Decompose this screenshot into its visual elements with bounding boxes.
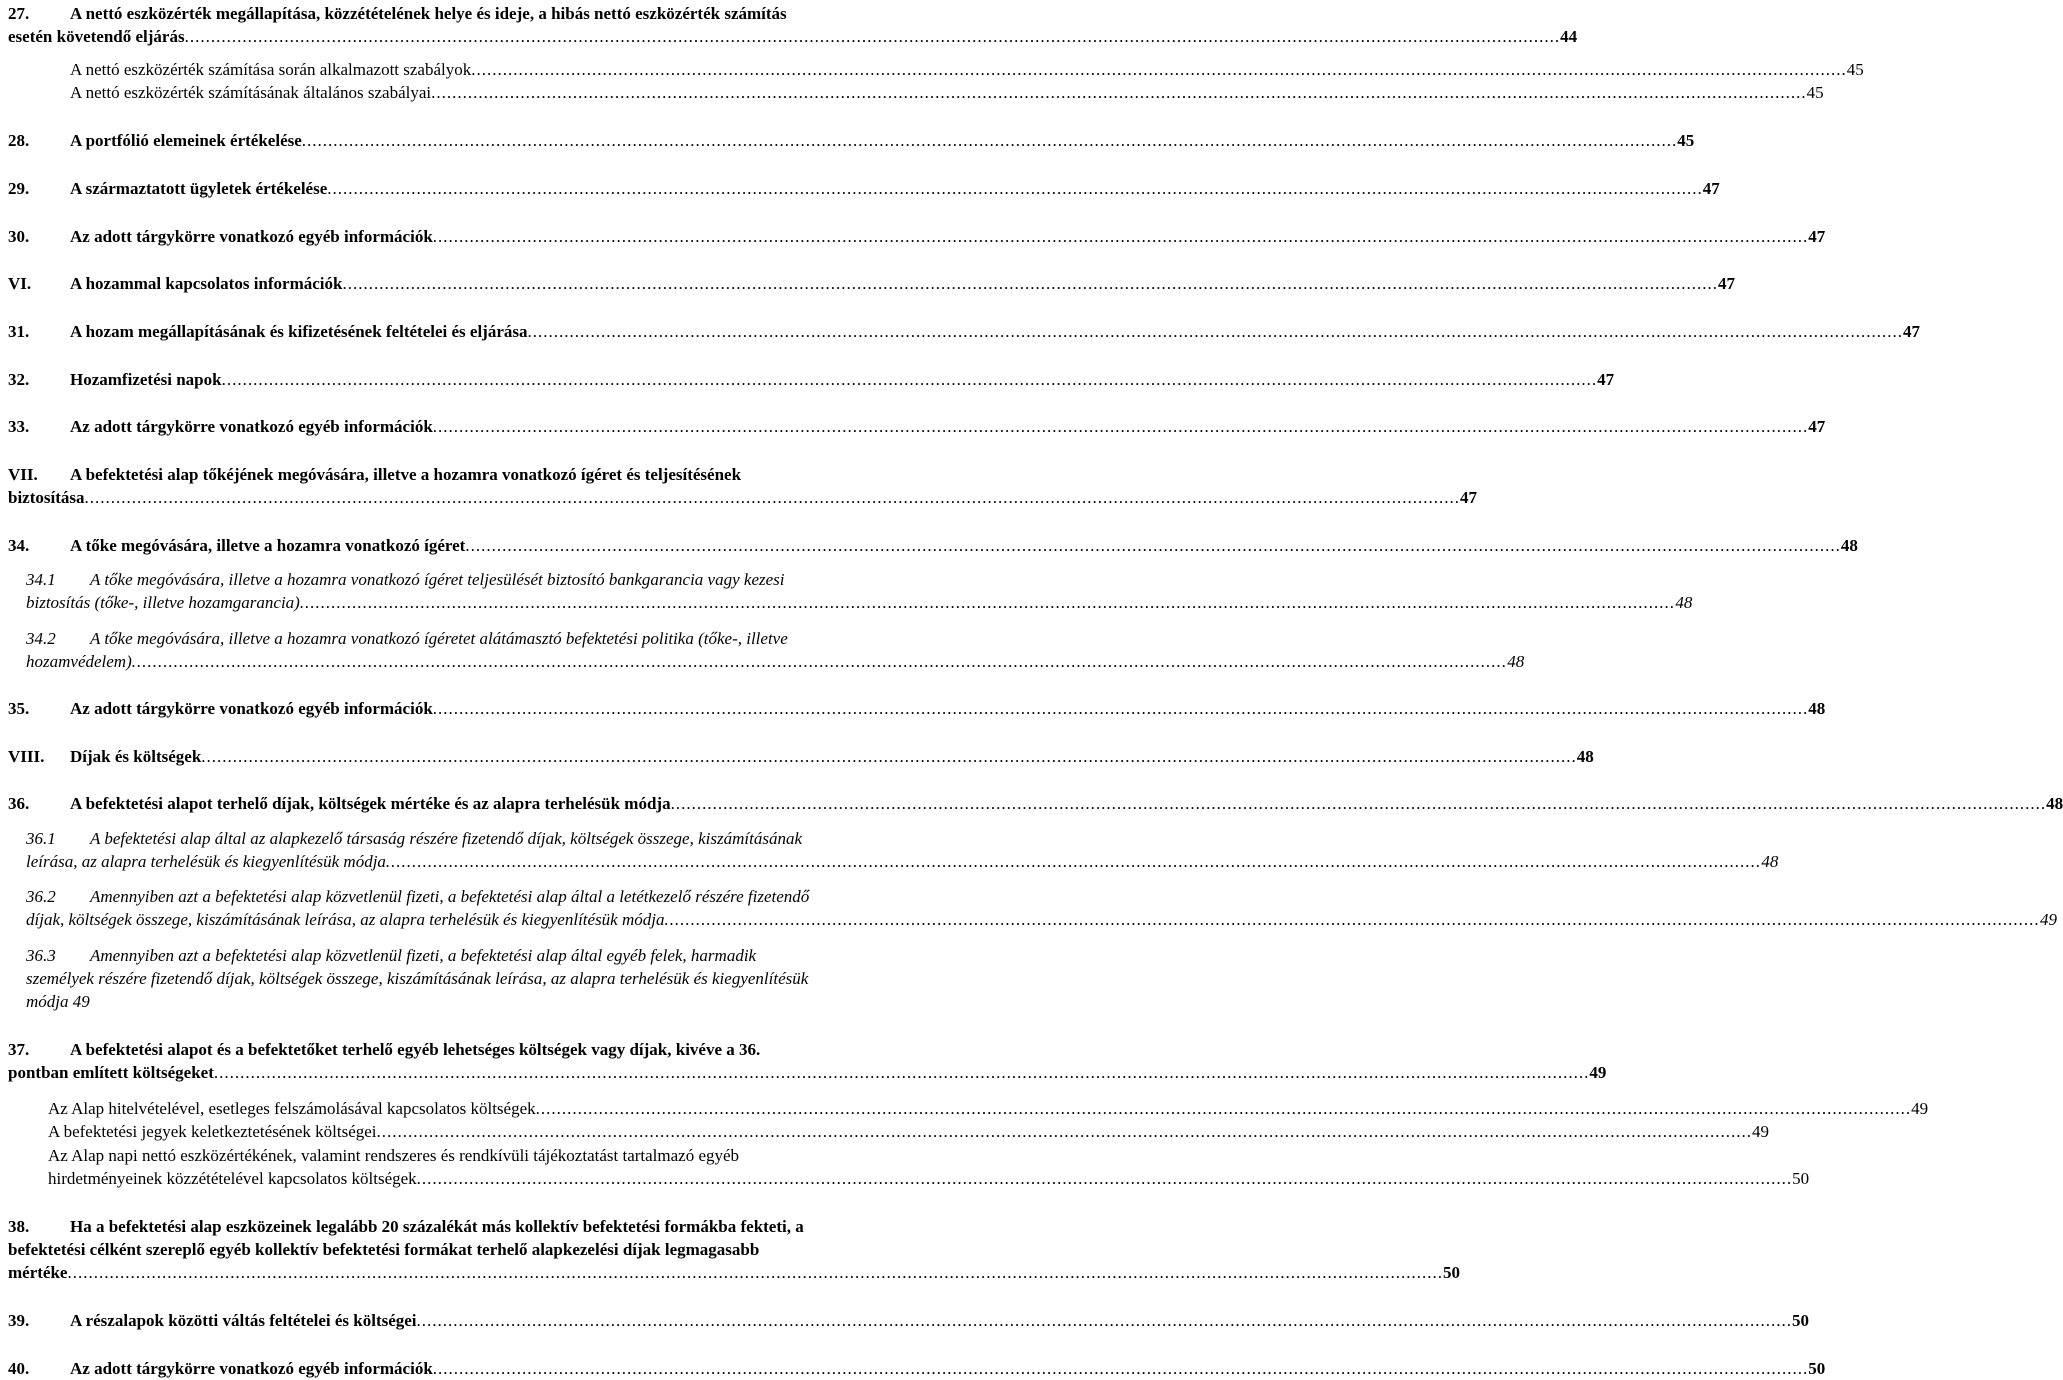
- dot-leader: [185, 25, 1561, 48]
- toc-entry[interactable]: [0, 1144, 1810, 1190]
- toc-page-number: 48: [1808, 699, 1826, 718]
- dot-leader: [528, 320, 1904, 343]
- toc-page-number: 47: [1903, 322, 1920, 341]
- toc-entry-number: 29.: [8, 179, 30, 198]
- toc-page-number: 48: [1675, 593, 1693, 612]
- toc-entry-number: 30.: [8, 227, 30, 246]
- toc-entry-title: A hozammal kapcsolatos információk: [70, 274, 343, 293]
- toc-entry-title: A befektetési jegyek keletkeztetésének költségei: [48, 1122, 377, 1141]
- toc-page-number: 50: [1442, 1263, 1460, 1282]
- toc-entry-title: A befektetési alap által az alapkezelő társaság részére fizetendő díjak, költségek összege, kiszámításának: [90, 829, 802, 848]
- toc-entry-number: VIII.: [8, 747, 45, 766]
- toc-entry-title: Az adott tárgykörre vonatkozó egyéb információk: [70, 699, 433, 718]
- toc-entry-title: biztosítás (tőke-, illetve hozamgarancia): [26, 593, 300, 612]
- toc-entry-title: Ha a befektetési alap eszközeinek legalább 20 százalékát más kollektív befektetési formákba fekteti, a: [70, 1217, 804, 1236]
- dot-leader: [222, 368, 1598, 391]
- toc-entry[interactable]: [0, 58, 1864, 81]
- toc-entry[interactable]: [0, 568, 1693, 614]
- toc-page-number: 44: [1560, 27, 1578, 46]
- toc-entry-title: díjak, költségek összege, kiszámításának leírása, az alapra terhelésük és kiegyenlítésük módja: [26, 910, 665, 929]
- dot-leader: [471, 58, 1847, 81]
- toc-entry[interactable]: [0, 1309, 1810, 1332]
- toc-entry-number: 34.: [8, 536, 30, 555]
- toc-entry-title: Hozamfizetési napok: [70, 370, 222, 389]
- toc-entry-number: 32.: [8, 370, 30, 389]
- toc-entry-number: 36.1: [26, 829, 56, 848]
- toc-entry[interactable]: [0, 368, 1615, 391]
- toc-entry-title: A portfólió elemeinek értékelése: [70, 131, 302, 150]
- toc-entry-title: A befektetési alapot terhelő díjak, költségek mértéke és az alapra terhelésük módja: [70, 794, 671, 813]
- toc-entry[interactable]: [0, 885, 2057, 931]
- toc-entry-number: 36.2: [26, 887, 56, 906]
- toc-entry-title: A nettó eszközérték megállapítása, közzétételének helye és ideje, a hibás nettó eszközérték számítás: [70, 4, 787, 23]
- toc-entry-number: 35.: [8, 699, 30, 718]
- dot-leader: [342, 272, 1718, 295]
- dot-leader: [132, 650, 1508, 673]
- toc-entry[interactable]: [0, 463, 1477, 509]
- toc-entry-title: A tőke megóvására, illetve a hozamra vonatkozó ígéret: [70, 536, 466, 555]
- toc-entry-title: módja 49: [26, 992, 90, 1011]
- toc-entry[interactable]: [0, 320, 1920, 343]
- toc-page-number: 48: [1576, 747, 1594, 766]
- toc-entry-title: A nettó eszközérték számítása során alkalmazott szabályok: [70, 60, 472, 79]
- toc-entry-title: személyek részére fizetendő díjak, költségek összege, kiszámításának leírása, az alapra terhelésük és kiegyenlítésük: [26, 969, 809, 988]
- toc-page-number: 47: [1460, 488, 1477, 507]
- toc-entry[interactable]: [0, 81, 1824, 104]
- toc-entry-title: A tőke megóvására, illetve a hozamra vonatkozó ígéret teljesülését biztosító bankgarancia vagy kezesi: [90, 570, 785, 589]
- toc-entry-number: 36.3: [26, 946, 56, 965]
- toc-entry-title: pontban említett költségeket: [8, 1063, 214, 1082]
- toc-entry[interactable]: [0, 129, 1695, 152]
- toc-entry-title: Az adott tárgykörre vonatkozó egyéb információk: [70, 227, 433, 246]
- dot-leader: [327, 177, 1703, 200]
- toc-entry-title: Az adott tárgykörre vonatkozó egyéb információk: [70, 417, 433, 436]
- toc-entry-title: leírása, az alapra terhelésük és kiegyenlítésük módja: [26, 852, 386, 871]
- dot-leader: [433, 415, 1809, 438]
- toc-entry-title: biztosítása: [8, 488, 85, 507]
- toc-entry-title: Amennyiben azt a befektetési alap közvetlenül fizeti, a befektetési alap által a letétkezelő részére fizetendő: [90, 887, 810, 906]
- dot-leader: [664, 908, 2040, 931]
- toc-entry-title: esetén követendő eljárás: [8, 27, 185, 46]
- dot-leader: [671, 792, 2047, 815]
- toc-page-number: 48: [1507, 652, 1525, 671]
- toc-entry-number: 31.: [8, 322, 30, 341]
- toc-page-number: 49: [2039, 910, 2057, 929]
- toc-page-number: 50: [1808, 1359, 1826, 1378]
- toc-entry[interactable]: [0, 745, 1594, 768]
- toc-entry-title: befektetési célként szereplő egyéb kollektív befektetési formákat terhelő alapkezelési díjak legmagasabb: [8, 1240, 760, 1259]
- dot-leader: [431, 81, 1807, 104]
- toc-entry-title: Az Alap napi nettó eszközértékének, valamint rendszeres és rendkívüli tájékoztatást tartalmazó egyéb: [48, 1146, 740, 1165]
- toc-page-number: 48: [1840, 536, 1858, 555]
- toc-entry[interactable]: [0, 1357, 1826, 1380]
- dot-leader: [433, 225, 1809, 248]
- toc-entry[interactable]: [0, 792, 2063, 815]
- toc-entry-title: hirdetményeinek közzétételével kapcsolatos költségek: [48, 1169, 417, 1188]
- toc-entry[interactable]: [0, 1120, 1770, 1143]
- toc-entry-title: A befektetési alap tőkéjének megóvására, illetve a hozamra vonatkozó ígéret és teljesítésének: [70, 465, 742, 484]
- toc-page-number: 50: [1792, 1169, 1810, 1188]
- toc-page-number: 47: [1808, 227, 1826, 246]
- toc-entry[interactable]: [0, 177, 1720, 200]
- dot-leader: [417, 1167, 1793, 1190]
- dot-leader: [433, 697, 1809, 720]
- toc-entry-number: 34.1: [26, 570, 56, 589]
- toc-entry-title: A befektetési alapot és a befektetőket terhelő egyéb lehetséges költségek vagy díjak, kivéve a 36.: [70, 1040, 761, 1059]
- toc-entry-number: 40.: [8, 1359, 30, 1378]
- toc-entry-number: 39.: [8, 1311, 30, 1330]
- dot-leader: [214, 1061, 1590, 1084]
- toc-entry-number: 37.: [8, 1040, 30, 1059]
- toc-entry-number: VI.: [8, 274, 32, 293]
- toc-page-number: 47: [1717, 274, 1735, 293]
- dot-leader: [536, 1097, 1912, 1120]
- toc-page-number: 47: [1597, 370, 1615, 389]
- toc-entry[interactable]: [0, 827, 1779, 873]
- dot-leader: [377, 1120, 1753, 1143]
- toc-page-number: 47: [1702, 179, 1720, 198]
- dot-leader: [386, 850, 1762, 873]
- toc-entry-number: 36.: [8, 794, 30, 813]
- toc-entry-title: A származtatott ügyletek értékelése: [70, 179, 328, 198]
- toc-entry-title: hozamvédelem): [26, 652, 132, 671]
- toc-entry-title: Az adott tárgykörre vonatkozó egyéb információk: [70, 1359, 433, 1378]
- toc-entry-number: 34.2: [26, 629, 56, 648]
- toc-entry-title: A nettó eszközérték számításának általános szabályai: [70, 83, 432, 102]
- toc-entry[interactable]: [0, 944, 960, 1013]
- toc-entry[interactable]: [0, 534, 1858, 557]
- dot-leader: [433, 1357, 1809, 1380]
- toc-entry-title: Az Alap hitelvételével, esetleges felszámolásával kapcsolatos költségek: [48, 1099, 536, 1118]
- toc-page-number: 50: [1792, 1311, 1810, 1330]
- toc-entry-title: A hozam megállapításának és kifizetésének feltételei és eljárása: [70, 322, 528, 341]
- toc-entry-number: 33.: [8, 417, 30, 436]
- toc-page-number: 45: [1677, 131, 1695, 150]
- dot-leader: [67, 1261, 1443, 1284]
- toc-page-number: 49: [1589, 1063, 1607, 1082]
- toc-entry[interactable]: [0, 2, 1578, 48]
- toc-entry[interactable]: [0, 697, 1826, 720]
- toc-entry[interactable]: [0, 1038, 1607, 1084]
- dot-leader: [302, 129, 1678, 152]
- toc-entry-title: A részalapok közötti váltás feltételei és költségei: [70, 1311, 417, 1330]
- toc-page-number: 49: [1911, 1099, 1929, 1118]
- toc-entry[interactable]: [0, 415, 1826, 438]
- toc-page-number: 48: [2046, 794, 2063, 813]
- toc-page-number: 47: [1808, 417, 1826, 436]
- toc-entry[interactable]: [0, 1215, 1460, 1284]
- toc-entry-title: mértéke: [8, 1263, 68, 1282]
- toc-entry[interactable]: [0, 627, 1525, 673]
- toc-page-number: 48: [1761, 852, 1779, 871]
- toc-page-number: 49: [1752, 1122, 1770, 1141]
- toc-entry-title: A tőke megóvására, illetve a hozamra vonatkozó ígéretet alátámasztó befektetési politika (tőke-, illetve: [90, 629, 788, 648]
- toc-page-number: 45: [1806, 83, 1824, 102]
- toc-page-number: 45: [1846, 60, 1864, 79]
- toc-entry-number: 28.: [8, 131, 30, 150]
- dot-leader: [417, 1309, 1793, 1332]
- dot-leader: [465, 534, 1841, 557]
- toc-entry-title: Amennyiben azt a befektetési alap közvetlenül fizeti, a befektetési alap által egyéb felek, harmadik: [90, 946, 757, 965]
- toc-entry-number: 38.: [8, 1217, 30, 1236]
- toc-entry[interactable]: [0, 225, 1826, 248]
- toc-entry[interactable]: [0, 272, 1735, 295]
- toc-entry-title: Díjak és költségek: [70, 747, 202, 766]
- toc-entry-number: 27.: [8, 4, 30, 23]
- dot-leader: [300, 591, 1676, 614]
- dot-leader: [85, 486, 1461, 509]
- toc-entry-number: VII.: [8, 465, 38, 484]
- dot-leader: [201, 745, 1577, 768]
- toc-entry[interactable]: [0, 1097, 1929, 1120]
